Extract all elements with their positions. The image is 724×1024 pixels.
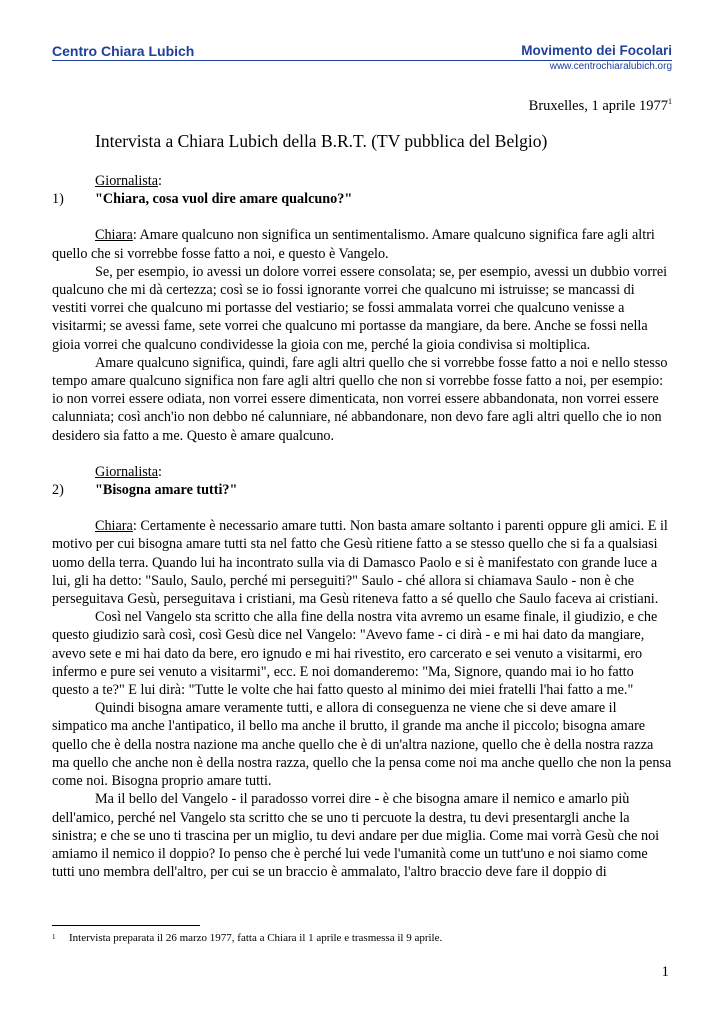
footnote-mark: 1 xyxy=(52,933,56,941)
footnote-text: Intervista preparata il 26 marzo 1977, fatta a Chiara il 1 aprile e trasmessa il 9 aprile. xyxy=(69,932,443,944)
header-organization: Centro Chiara Lubich xyxy=(52,43,195,59)
header-url[interactable]: www.centrochiaralubich.org xyxy=(549,61,672,72)
question-text: "Chiara, cosa vuol dire amare qualcuno?" xyxy=(95,191,353,208)
question-2 xyxy=(52,481,672,499)
interviewer-label: Giornalista: xyxy=(95,463,162,480)
interviewer-label: Giornalista: xyxy=(95,173,162,189)
answer-paragraph: Chiara: Certamente è necessario amare tutti. Non basta amare soltanto i parenti oppure gli amici. E il motivo per cui bisogna amare tutti sta nel fatto che Gesù ritiene fatto a se stesso quello che si fa a qualsiasi uomo della terra. Quando lui ha incontrato sulla via di Damasco Paolo e si è manifestato con grande luce a lui, gli ha detto: "Saulo, Saulo, perché mi perseguiti?" Saulo - ché allora si chiamava Saulo - non è che perseguitava Gesù, perseguitava i cristiani, ma Gesù riteneva fatto a sé quello che Saulo faceva ai cristiani. xyxy=(52,518,668,608)
question-number: 1) xyxy=(52,191,64,208)
answer-paragraph: Ma il bello del Vangelo - il paradosso vorrei dire - è che bisogna amare il nemico e amarlo più dell'amico, perché nel Vangelo sta scritto che se uno ti percuote la destra, tu devi presentargli anche la sinistra; e che se uno ti trascina per un miglio, tu devi andare per due miglia. Come mai vorrà Gesù che noi amiamo il nemico il doppio? Io penso che è perché lui vede l'umanità come un tutt'uno e noi siamo come tutti uno membra dell'altro, per cui se un braccio è ammalato, l'altro braccio deve fare il doppio di xyxy=(52,791,660,881)
answer-paragraph: Quindi bisogna amare veramente tutti, e allora di conseguenza ne viene che si deve amare il simpatico ma anche l'antipatico, il bello ma anche il brutto, il grande ma anche il piccolo; bisogna amare quello che è della nostra nazione ma anche quello che è di un'altra nazione, quello che è della nostra razza ma quello che anche non è della nostra razza, quello che la pensa come noi ma anche quello che non la pensa come noi. Bisogna proprio amare tutti. xyxy=(52,700,672,790)
answer-label: Chiara xyxy=(95,227,133,244)
footnote-divider xyxy=(52,925,200,926)
answer-label: Chiara xyxy=(95,518,133,535)
footnote xyxy=(52,932,442,944)
footnote-ref[interactable]: 1 xyxy=(668,97,672,106)
header-movement: Movimento dei Focolari xyxy=(521,43,672,58)
answer-paragraph: Se, per esempio, io avessi un dolore vorrei essere consolata; se, per esempio, avessi un dubbio vorrei qualcuno che mi dà certezza; così se io fossi ignorante vorrei che qualcuno mi istruisse; se mancassi di vestiti vorrei che qualcuno mi portasse del vestiario; se fossi ammalata vorrei che qualcuno venisse a visitarmi; se avessi fame, sete vorrei che qualcuno mi portasse da mangiare, da bere. Anche se fossi nella gioia vorrei che qualcuno condividesse la gioia con me, perché la gioia condivisa si moltiplica. xyxy=(52,263,668,353)
question-number: 2) xyxy=(52,482,64,499)
interview-body xyxy=(52,172,672,881)
answer-paragraph: Chiara: Amare qualcuno non significa un sentimentalismo. Amare qualcuno significa fare agli altri quello che si vorrebbe fosse fatto a noi, e questo è Vangelo. xyxy=(52,227,655,262)
answer-paragraph: Amare qualcuno significa, quindi, fare agli altri quello che si vorrebbe fosse fatto a noi e nello stesso tempo amare qualcuno significa non fare agli altri quello che non si vorrebbe fosse fatto a noi, per esempio: io non vorrei essere odiata, non vorrei essere dimenticata, non vorrei essere abbandonata, non vorrei essere calunniata; così anch'io non debbo né calunniare, né abbandonare, non devo fare agli altri quello che io non desidero sia fatto a me. Questo è amare qualcuno. xyxy=(52,354,668,444)
document-date: Bruxelles, 1 aprile 1977$^1$ xyxy=(528,97,672,114)
document-title: Intervista a Chiara Lubich della B.R.T. (TV pubblica del Belgio) xyxy=(95,131,548,151)
question-1 xyxy=(52,190,672,208)
answer-paragraph: Così nel Vangelo sta scritto che alla fine della nostra vita avremo un esame finale, il giudizio, e che questo giudizio sarà così, così Gesù dice nel Vangelo: "Avevo fame - ci dirà - e mi hai dato da mangiare, avevo sete e mi hai dato da bere, ero ignudo e mi hai rivestito, ero carcerato e sei venuto a visitarmi, ero infermo e pure sei venuto a visitarmi", ecc. E noi domanderemo: "Ma, Signore, quando mai io ho fatto questo a te?" E lui dirà: "Tutte le volte che hai fatto questo al minimo dei miei fratelli l'hai fatto a me." xyxy=(52,609,658,699)
page-number: 1 xyxy=(661,964,669,980)
question-text: "Bisogna amare tutti?" xyxy=(95,482,238,499)
